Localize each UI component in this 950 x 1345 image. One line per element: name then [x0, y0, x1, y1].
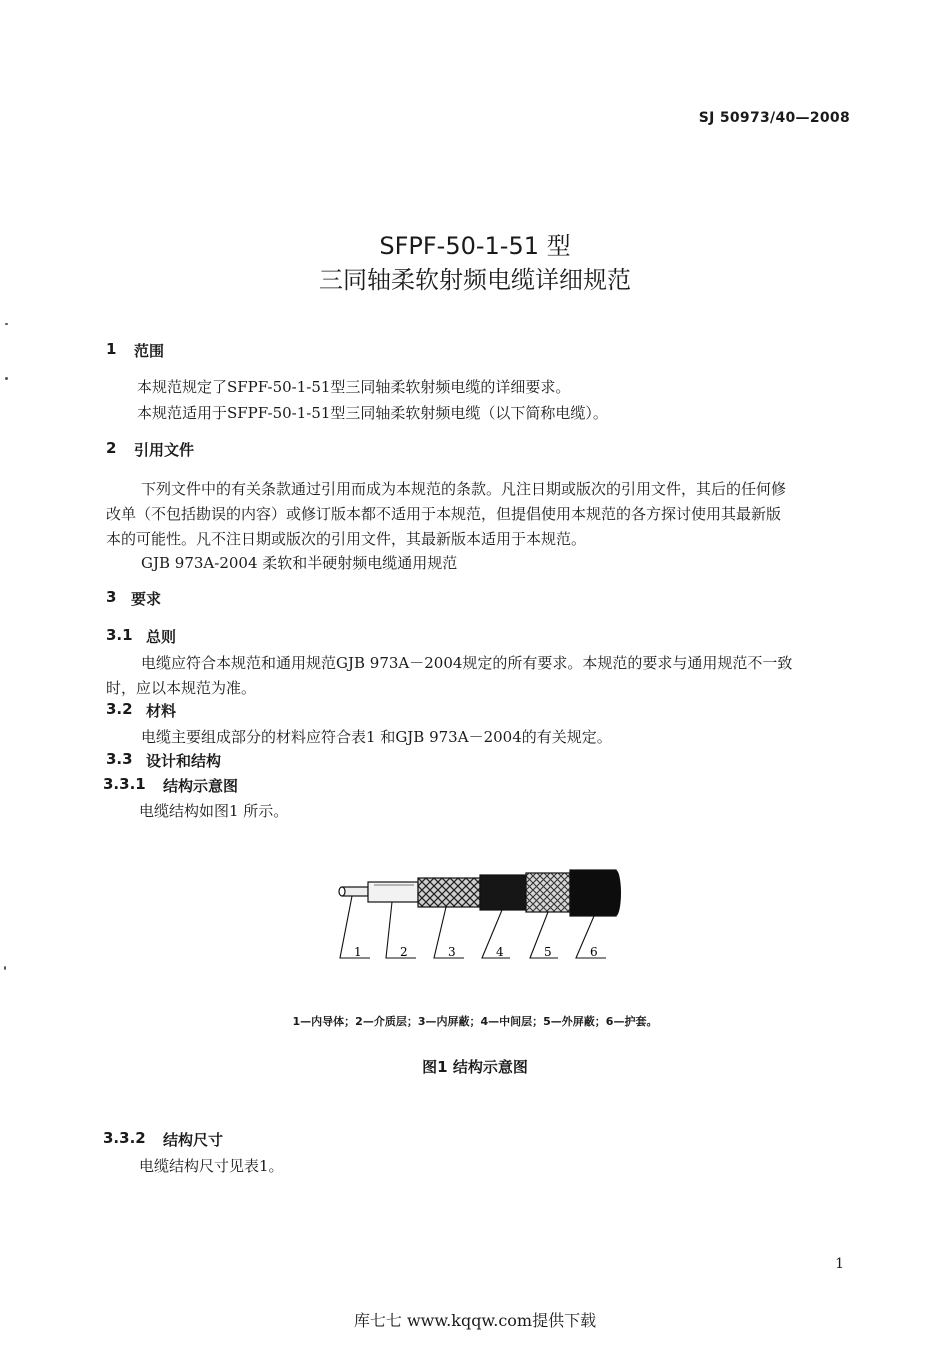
section-3-3-1-text: 电缆结构如图1 所示。 [139, 802, 289, 820]
section-3-1-line-1: 电缆应符合本规范和通用规范GJB 973A－2004规定的所有要求。本规范的要求与通用规范不一致 [141, 654, 793, 672]
section-3-3-2-text: 电缆结构尺寸见表1。 [139, 1157, 284, 1175]
figure-label-5: 5 [544, 945, 552, 959]
section-1-para-2: 本规范适用于SFPF-50-1-51型三同轴柔软射频电缆（以下简称电缆）。 [137, 404, 608, 422]
section-3-3-2-title: 结构尺寸 [163, 1131, 224, 1149]
doc-title-line1: SFPF-50-1-51 型 [379, 232, 571, 260]
intermediate-layer-shape [480, 875, 526, 910]
figure-legend: 1—内导体；2—介质层；3—内屏蔽；4—中间层；5—外屏蔽；6—护套。 [292, 1015, 658, 1028]
figure-label-2: 2 [400, 945, 408, 959]
figure-label-1: 1 [354, 945, 362, 959]
figure-label-3: 3 [448, 945, 456, 959]
section-2-para-line-2: 改单（不包括勘误的内容）或修订版本都不适用于本规范，但提倡使用本规范的各方探讨使用其最新版 [106, 505, 782, 523]
figure-label-6: 6 [590, 945, 598, 959]
section-3-2-title: 材料 [146, 702, 177, 720]
inner-shield-shape [418, 878, 480, 907]
section-1-title: 范围 [134, 342, 165, 360]
reference-gjb-973a: GJB 973A-2004 柔软和半硬射频电缆通用规范 [141, 554, 458, 572]
scan-speck [5, 377, 8, 380]
figure-caption: 图1 结构示意图 [422, 1058, 528, 1076]
outer-shield-shape [526, 873, 570, 912]
jacket-shape [570, 870, 621, 916]
section-2-para-line-3: 本的可能性。凡不注日期或版次的引用文件，其最新版本适用于本规范。 [106, 530, 587, 548]
scan-speck [4, 966, 6, 970]
section-2-number: 2 [106, 439, 117, 457]
section-3-title: 要求 [131, 590, 162, 608]
section-3-3-number: 3.3 [106, 750, 133, 768]
scan-speck [5, 323, 8, 325]
section-3-1-line-2: 时，应以本规范为准。 [106, 679, 257, 697]
section-3-2-text: 电缆主要组成部分的材料应符合表1 和GJB 973A－2004的有关规定。 [141, 728, 612, 746]
dielectric-layer-shape [368, 882, 418, 902]
page-number: 1 [835, 1256, 844, 1272]
section-3-3-1-title: 结构示意图 [163, 777, 239, 795]
section-3-3-2-number: 3.3.2 [103, 1129, 146, 1147]
section-3-number: 3 [106, 588, 117, 606]
inner-conductor-shape [339, 887, 368, 896]
standard-number: SJ 50973/40—2008 [698, 110, 850, 126]
cable-structure-diagram [330, 862, 640, 966]
section-3-3-1-number: 3.3.1 [103, 775, 146, 793]
section-3-3-title: 设计和结构 [146, 752, 222, 770]
section-3-1-number: 3.1 [106, 626, 133, 644]
section-2-title: 引用文件 [134, 441, 195, 459]
doc-title-line2: 三同轴柔软射频电缆详细规范 [319, 266, 631, 294]
figure-label-4: 4 [496, 945, 504, 959]
section-1-para-1: 本规范规定了SFPF-50-1-51型三同轴柔软射频电缆的详细要求。 [137, 378, 571, 396]
section-3-2-number: 3.2 [106, 700, 133, 718]
section-2-para-line-1: 下列文件中的有关条款通过引用而成为本规范的条款。凡注日期或版次的引用文件，其后的任何修 [141, 480, 787, 498]
section-1-number: 1 [106, 340, 117, 358]
section-3-1-title: 总则 [146, 628, 177, 646]
download-footer: 库七七 www.kqqw.com提供下载 [353, 1311, 597, 1330]
